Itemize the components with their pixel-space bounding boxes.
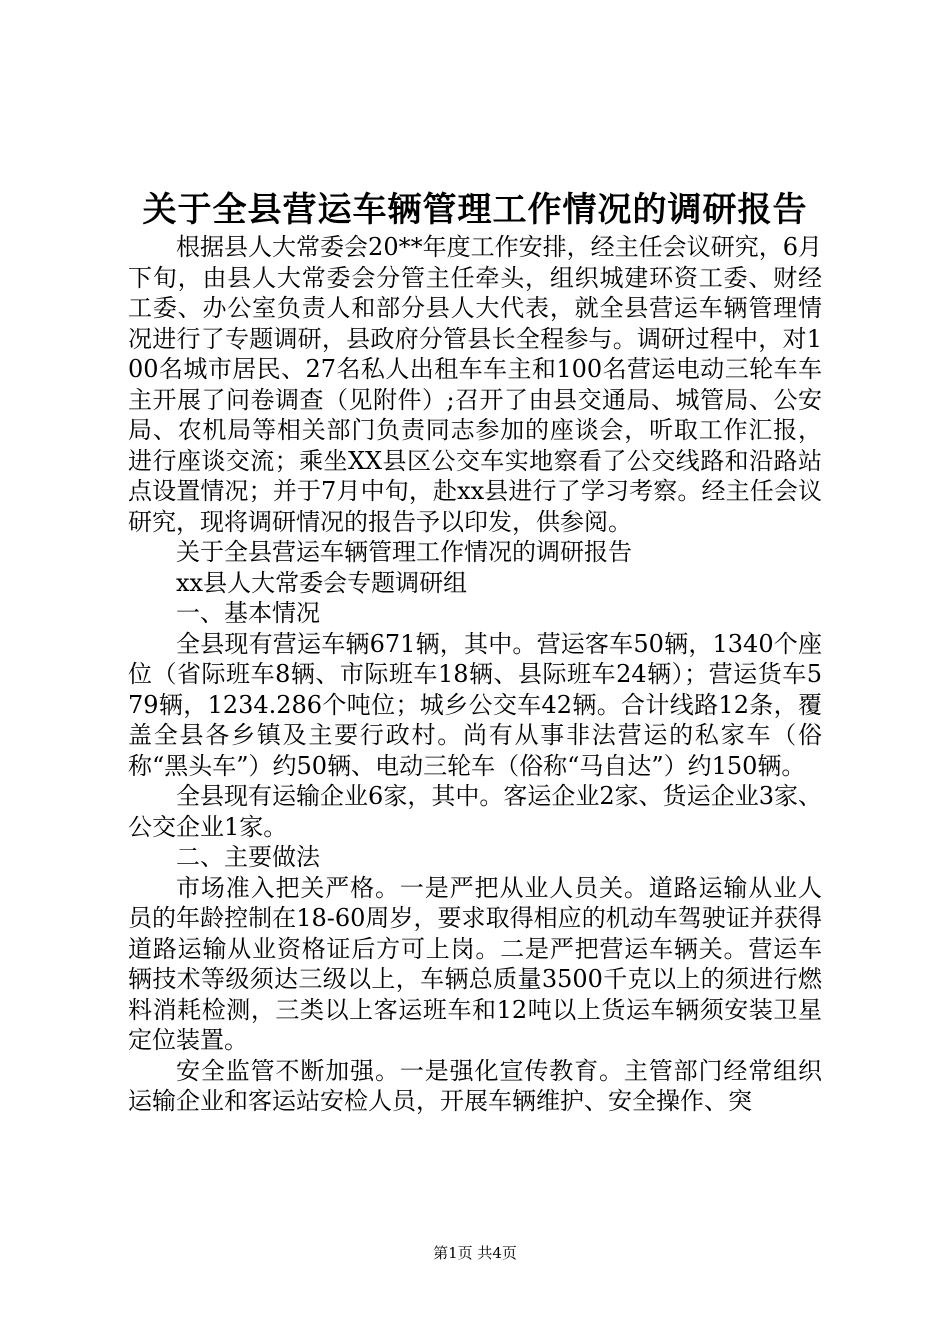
section-heading-basic-situation: 一、基本情况 — [176, 599, 320, 627]
document-title: 关于全县营运车辆管理工作情况的调研报告 — [142, 190, 808, 230]
document-body — [128, 232, 822, 1117]
paragraph-report-title: 关于全县营运车辆管理工作情况的调研报告 — [176, 538, 632, 566]
paragraph-intro: 根据县人大常委会20**年度工作安排，经主任会议研究，6月下旬，由县人大常委会分管主任牵头，组织城建环资工委、财经工委、办公室负责人和部分县人大代表，就全县营运车辆管理情况进行了专题调研，县政府分管县长全程参与。调研过程中，对100名城市居民、27名私人出租车车主和100名营运电动三轮车车主开展了问卷调查（见附件）;召开了由县交通局、城管局、公安局、农机局等相关部门负责同志参加的座谈会，听取工作汇报，进行座谈交流；乘坐XX县区公交车实地察看了公交线路和沿路站点设置情况；并于7月中旬，赴xx县进行了学习考察。经主任会议研究，现将调研情况的报告予以印发，供参阅。 — [128, 233, 822, 536]
page-footer: 第1页 共4页 — [433, 1244, 517, 1262]
paragraph-vehicles: 全县现有营运车辆671辆，其中。营运客车50辆，1340个座位（省际班车8辆、市际班车18辆、县际班车24辆）；营运货车579辆，1234.286个吨位；城乡公交车42辆。合计线路12条，覆盖全县各乡镇及主要行政村。尚有从事非法营运的私家车（俗称“黑头车”）约50辆、电动三轮车（俗称“马自达”）约150辆。 — [128, 629, 822, 780]
paragraph-safety: 安全监管不断加强。一是强化宣传教育。主管部门经常组织运输企业和客运站安检人员，开展车辆维护、安全操作、突 — [128, 1056, 822, 1115]
paragraph-enterprises: 全县现有运输企业6家，其中。客运企业2家、货运企业3家、公交企业1家。 — [128, 782, 822, 841]
paragraph-market-access: 市场准入把关严格。一是严把从业人员关。道路运输从业人员的年龄控制在18-60周岁，要求取得相应的机动车驾驶证并获得道路运输从业资格证后方可上岗。二是严把营运车辆关。营运车辆技术等级须达三级以上，车辆总质量3500千克以上的须进行燃料消耗检测，三类以上客运班车和12吨以上货运车辆须安装卫星定位装置。 — [128, 873, 822, 1054]
section-heading-main-practices: 二、主要做法 — [176, 843, 320, 871]
paragraph-author: xx县人大常委会专题调研组 — [176, 568, 468, 597]
